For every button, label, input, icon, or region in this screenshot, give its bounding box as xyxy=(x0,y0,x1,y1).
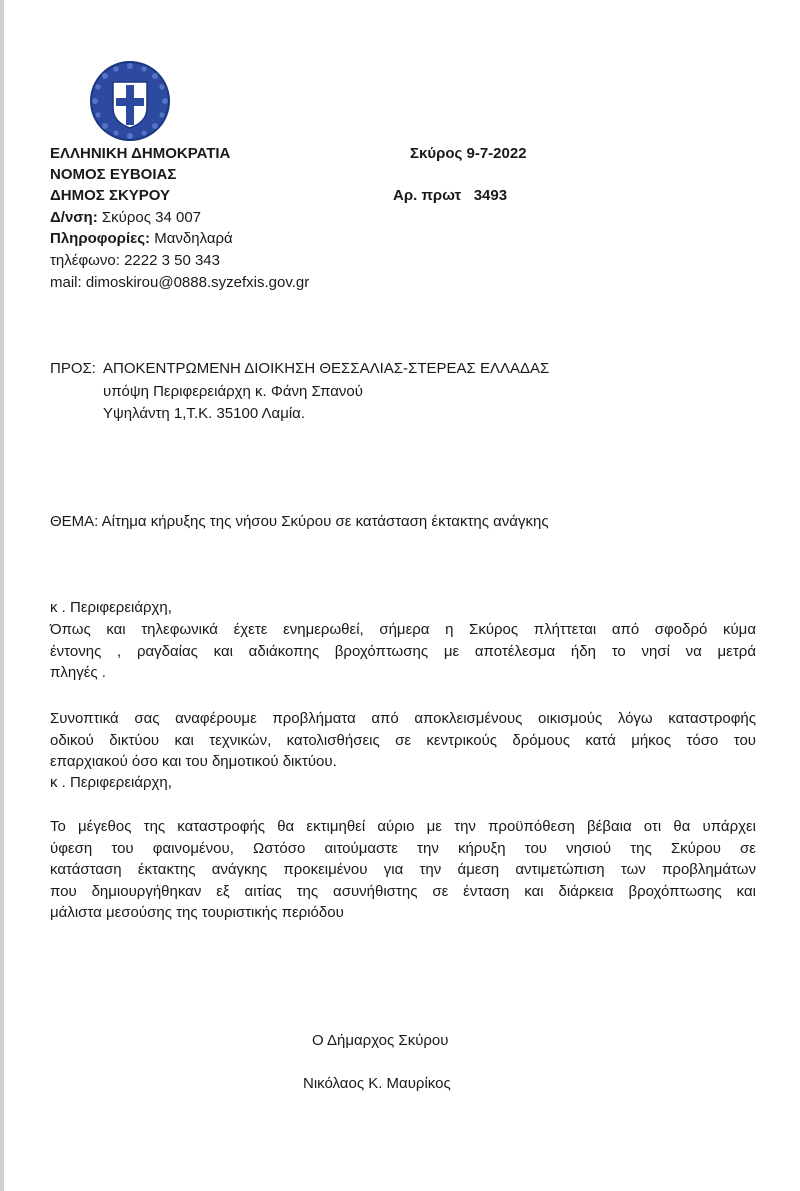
org-line-municipality: ΔΗΜΟΣ ΣΚΥΡΟΥ xyxy=(50,187,171,204)
document-date: Σκύρος 9-7-2022 xyxy=(410,145,527,162)
phone-line: τηλέφωνο: 2222 3 50 343 xyxy=(50,252,220,269)
paragraph-1-line: πληγές . xyxy=(50,664,106,681)
address-label: Δ/νση: xyxy=(50,209,98,226)
salutation-1: κ . Περιφερειάρχη, xyxy=(50,599,172,616)
email-line: mail: dimoskirou@0888.syzefxis.gov.gr xyxy=(50,274,310,291)
signature-name: Νικόλαος Κ. Μαυρίκος xyxy=(303,1075,451,1092)
address-line xyxy=(50,207,201,229)
org-line-republic: ΕΛΛΗΝΙΚΗ ΔΗΜΟΚΡΑΤΙΑ xyxy=(50,145,231,162)
address-value: Σκύρος 34 007 xyxy=(101,209,202,226)
paragraph-1-line: Όπως και τηλεφωνικά έχετε ενημερωθεί, σήμερα η Σκύρος πλήττεται από σφοδρό κύμα xyxy=(50,621,756,638)
recipient-line-2: υπόψη Περιφερειάρχη κ. Φάνη Σπανού xyxy=(103,383,363,400)
paragraph-3-line: που δημιουργήθηκαν εξ αιτίας της ασυνήθιστης σε ένταση και διάρκεια βροχόπτωσης και xyxy=(50,882,756,900)
recipient-line-1: ΑΠΟΚΕΝΤΡΩΜΕΝΗ ΔΙΟΙΚΗΣΗ ΘΕΣΣΑΛΙΑΣ-ΣΤΕΡΕΑΣ ΕΛΛΑΔΑΣ xyxy=(103,360,550,377)
paragraph-3-line: κατάσταση έκτακτης ανάγκης προκειμένου για την άμεση αντιμετώπιση των προβλημάτων xyxy=(50,861,756,878)
recipient-line-3: Υψηλάντη 1,Τ.Κ. 35100 Λαμία. xyxy=(103,405,306,422)
greek-republic-seal-icon xyxy=(89,60,171,142)
paragraph-3-line: μάλιστα μεσούσης της τουριστικής περιόδου xyxy=(50,904,344,921)
info-value: Μανδηλαρά xyxy=(154,230,233,247)
protocol-line xyxy=(393,185,507,207)
protocol-label: Αρ. πρωτ xyxy=(393,187,462,204)
info-line xyxy=(50,228,233,250)
org-line-prefecture: ΝΟΜΟΣ ΕΥΒΟΙΑΣ xyxy=(50,166,177,183)
recipient-label: ΠΡΟΣ: xyxy=(50,360,96,377)
page-edge xyxy=(0,0,4,1191)
paragraph-3 xyxy=(50,816,756,924)
paragraph-1 xyxy=(50,619,756,684)
paragraph-3-line: Το μέγεθος της καταστροφής θα εκτιμηθεί αύριο με την προϋπόθεση βέβαια οτι θα υπάρχει xyxy=(50,818,756,835)
paragraph-3-line: ύφεση του φαινομένου, Ωστόσο αιτούμαστε την κήρυξη του νησιού της Σκύρου σε xyxy=(50,839,756,857)
subject-line: ΘΕΜΑ: Αίτημα κήρυξης της νήσου Σκύρου σε κατάσταση έκτακτης ανάγκης xyxy=(50,513,549,530)
paragraph-2 xyxy=(50,708,756,773)
protocol-number: 3493 xyxy=(473,187,508,204)
paragraph-2-line: επαρχιακού όσο και του δημοτικού δικτύου. xyxy=(50,753,337,770)
signature-title: Ο Δήμαρχος Σκύρου xyxy=(312,1032,449,1049)
info-label: Πληροφορίες: xyxy=(50,230,151,247)
paragraph-1-line: έντονης , ραγδαίας και αδιάκοπης βροχόπτωσης με αποτέλεσμα ήδη το νησί να μετρά xyxy=(50,642,756,660)
salutation-2: κ . Περιφερειάρχη, xyxy=(50,774,172,791)
paragraph-2-line: οδικού δικτύου και τεχνικών, κατολισθήσεις σε κεντρικούς δρόμους κατά μήκος τόσο του xyxy=(50,731,756,749)
paragraph-2-line: Συνοπτικά σας αναφέρουμε προβλήματα από αποκλεισμένους οικισμούς λόγω καταστροφής xyxy=(50,710,756,727)
